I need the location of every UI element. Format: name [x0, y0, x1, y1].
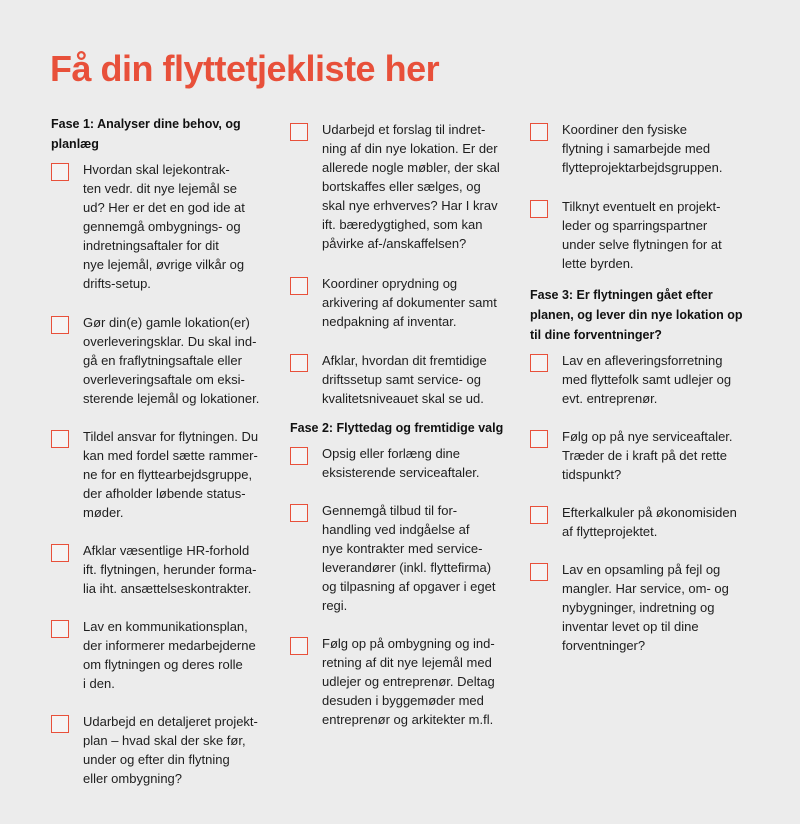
checklist-item: [530, 120, 760, 177]
checkbox[interactable]: [290, 447, 308, 465]
phase-2-heading: Fase 2: Flyttedag og fremtidige valg: [290, 421, 504, 435]
checkbox[interactable]: [290, 637, 308, 655]
item-text: Gør din(e) gamle lokation(er) overleveringsklar. Du skal ind- gå en fraflytningsaftale eller overleveringsaftale om eksi- sterende lejemål og lokationer.: [83, 315, 260, 406]
checkbox[interactable]: [530, 563, 548, 581]
item-text: Lav en afleveringsforretning med flyttefolk samt udlejer og evt. entreprenør.: [562, 353, 732, 406]
checklist-item: [530, 503, 760, 541]
checkbox[interactable]: [530, 430, 548, 448]
checkbox[interactable]: [530, 123, 548, 141]
checkbox[interactable]: [51, 544, 69, 562]
checklist-item: [290, 444, 520, 482]
checklist-item: [51, 160, 281, 293]
item-text: Følg op på ombygning og ind- retning af dit nye lejemål med udlejer og entreprenør. Deltag desuden i byggemøder med entreprenør og arkitekter m.fl.: [322, 636, 495, 727]
checklist-item: [530, 427, 760, 484]
checklist-item: [530, 197, 760, 273]
checklist-item: [530, 560, 760, 655]
checklist-item: [290, 351, 520, 408]
checklist-item: [290, 501, 520, 615]
item-text: Koordiner oprydning og arkivering af dokumenter samt nedpakning af inventar.: [322, 276, 497, 329]
checkbox[interactable]: [290, 123, 308, 141]
checklist-item: [290, 634, 520, 729]
checkbox[interactable]: [51, 620, 69, 638]
item-text: Hvordan skal lejekontrak- ten vedr. dit nye lejemål se ud? Her er det en god ide at gennemgå ombygnings- og indretningsaftaler for dit nye lejemål, øvrige vilkår og drifts-setup.: [83, 162, 245, 291]
checkbox[interactable]: [530, 506, 548, 524]
checkbox[interactable]: [51, 430, 69, 448]
checklist-item: [51, 541, 281, 598]
item-text: Lav en opsamling på fejl og mangler. Har service, om- og nybygninger, indretning og inventar levet op til dine forventninger?: [562, 562, 729, 653]
item-text: Lav en kommunikationsplan, der informerer medarbejderne om flytningen og deres rolle i den.: [83, 619, 256, 691]
checklist-item: [51, 712, 281, 788]
item-text: Koordiner den fysiske flytning i samarbejde med flytteprojektarbejdsgruppen.: [562, 122, 723, 175]
checkbox[interactable]: [51, 316, 69, 334]
item-text: Afklar væsentlige HR-forhold ift. flytningen, herunder forma- lia iht. ansættelseskontrakter.: [83, 543, 257, 596]
checklist-item: [51, 617, 281, 693]
checkbox[interactable]: [51, 163, 69, 181]
checkbox[interactable]: [530, 354, 548, 372]
checkbox[interactable]: [530, 200, 548, 218]
checklist-item: [51, 427, 281, 522]
item-text: Gennemgå tilbud til for- handling ved indgåelse af nye kontrakter med service- leverandører (inkl. flyttefirma) og tilpasning af opgaver i eget regi.: [322, 503, 496, 613]
item-text: Tilknyt eventuelt en projekt- leder og sparringspartner under selve flytningen for at lette byrden.: [562, 199, 722, 271]
checklist-item: [530, 351, 760, 408]
checkbox[interactable]: [51, 715, 69, 733]
page-title: Få din flyttetjekliste her: [50, 48, 440, 89]
checkbox[interactable]: [290, 504, 308, 522]
column-1: [51, 114, 281, 788]
item-text: Afklar, hvordan dit fremtidige driftssetup samt service- og kvalitetsniveauet skal se ud.: [322, 353, 487, 406]
checklist-item: [290, 120, 520, 253]
item-text: Tildel ansvar for flytningen. Du kan med fordel sætte rammer- ne for en flyttearbejdsgruppe, der afholder løbende status- møder.: [83, 429, 259, 520]
phase-3-heading: Fase 3: Er flytningen gået efter planen, og lever din nye lokation op til dine forventninger?: [530, 288, 743, 342]
item-text: Udarbejd en detaljeret projekt- plan – hvad skal der ske før, under og efter din flytning eller ombygning?: [83, 714, 258, 786]
checkbox[interactable]: [290, 277, 308, 295]
item-text: Efterkalkuler på økonomisiden af flytteprojektet.: [562, 505, 737, 539]
checklist-item: [51, 313, 281, 408]
item-text: Følg op på nye serviceaftaler. Træder de i kraft på det rette tidspunkt?: [562, 429, 733, 482]
item-text: Opsig eller forlæng dine eksisterende serviceaftaler.: [322, 446, 480, 480]
checklist-item: [290, 274, 520, 331]
column-2: [290, 114, 520, 729]
item-text: Udarbejd et forslag til indret- ning af din nye lokation. Er der allerede nogle møbler, der skal bortskaffes eller sælges, og skal nye erhverves? Har I krav ift. bæredygtighed, som kan påvirke af-/anskaffelsen?: [322, 122, 500, 251]
checkbox[interactable]: [290, 354, 308, 372]
column-3: [530, 114, 760, 655]
phase-1-heading: Fase 1: Analyser dine behov, og planlæg: [51, 117, 241, 151]
